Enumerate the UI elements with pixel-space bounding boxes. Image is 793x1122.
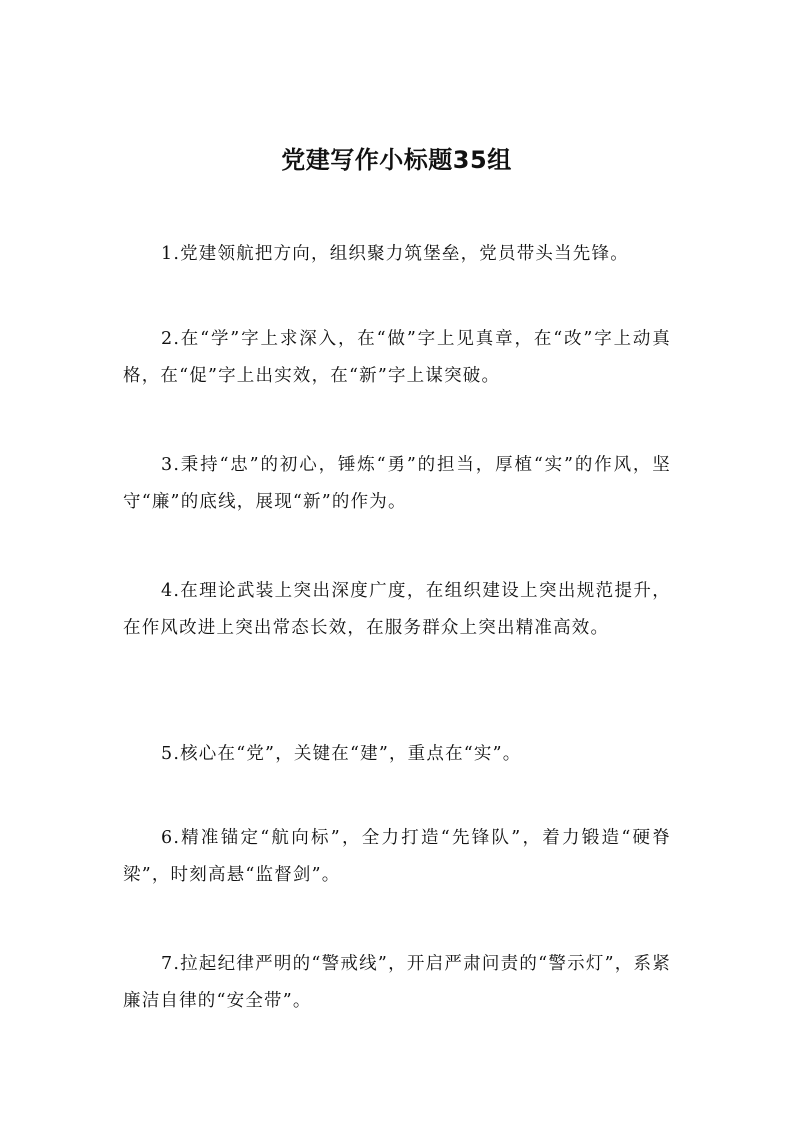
list-item: 1.党建领航把方向，组织聚力筑堡垒，党员带头当先锋。	[161, 244, 629, 264]
list-item: 5.核心在“党”，关键在“建”，重点在“实”。	[161, 744, 522, 764]
list-item: 7.拉起纪律严明的“警戒线”，开启严肃问责的“警示灯”，系紧廉洁自律的“安全带”。	[123, 954, 671, 1011]
list-item: 2.在“学”字上求深入，在“做”字上见真章，在“改”字上动真格，在“促”字上出实效，在“新”字上谋突破。	[123, 329, 671, 386]
list-item: 6.精准锚定“航向标”，全力打造“先锋队”，着力锻造“硬脊梁”，时刻高悬“监督剑”。	[123, 828, 671, 885]
list-item: 3.秉持“忠”的初心，锤炼“勇”的担当，厚植“实”的作风，坚守“廉”的底线，展现“新”的作为。	[123, 455, 671, 512]
list-item: 4.在理论武装上突出深度广度，在组织建设上突出规范提升，在作风改进上突出常态长效，在服务群众上突出精准高效。	[123, 581, 671, 638]
page-title: 党建写作小标题35组	[281, 146, 512, 175]
